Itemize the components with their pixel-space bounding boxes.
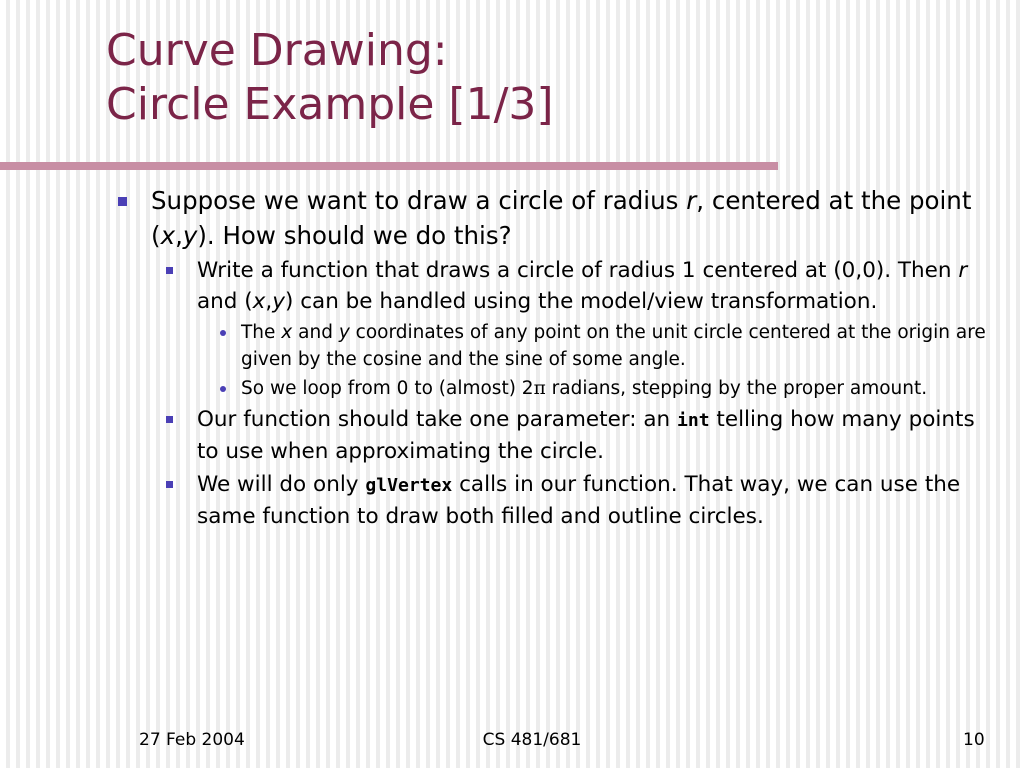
var-r: r <box>686 186 697 215</box>
var-y: y <box>182 221 198 250</box>
slide-title <box>106 24 554 132</box>
var-x: x <box>252 289 266 314</box>
text-run: We will do only <box>197 472 366 497</box>
text-run: coordinates of any point on the unit circle centered at the origin are given by the cosine and the sine of some angle. <box>241 322 986 370</box>
title-line-1: Curve Drawing: <box>106 25 448 76</box>
text-run: , <box>175 221 183 250</box>
bullet-item-glvertex-calls <box>0 469 989 532</box>
var-x: x <box>160 221 176 250</box>
text-run: The <box>241 322 282 343</box>
bullet-item-unit-circle-function <box>0 255 989 317</box>
slide-body <box>0 183 1024 532</box>
square-bullet-icon <box>166 416 173 423</box>
footer-date: 27 Feb 2004 <box>139 730 245 750</box>
var-r: r <box>958 258 968 283</box>
footer-course: CS 481/681 <box>482 730 582 750</box>
text-run: , centered at the point ( <box>151 186 972 250</box>
text-run: ) can be handled using the model/view transformation. <box>284 289 878 314</box>
square-bullet-icon <box>166 267 173 274</box>
var-y: y <box>272 289 285 314</box>
var-x: x <box>281 322 293 343</box>
text-run: calls in our function. That way, we can use the same function to draw both filled and outline circles. <box>197 472 961 529</box>
title-divider <box>0 162 778 170</box>
bullet-item-cosine-sine <box>0 319 999 373</box>
bullet-item-loop-radians <box>0 375 999 402</box>
text-run: Write a function that draws a circle of radius 1 centered at (0,0). Then <box>197 258 959 283</box>
text-run: So we loop from 0 to (almost) 2 <box>241 378 534 399</box>
text-run: radians, stepping by the proper amount. <box>545 378 928 399</box>
bullet-item-circle-question <box>0 183 981 253</box>
text-run: , <box>265 289 273 314</box>
var-y: y <box>338 322 350 343</box>
square-bullet-icon <box>118 197 127 206</box>
bullet-item-int-parameter <box>0 404 989 467</box>
pi-symbol: π <box>533 378 546 399</box>
title-line-2: Circle Example [1/3] <box>106 79 554 130</box>
round-bullet-icon <box>220 386 226 392</box>
square-bullet-icon <box>166 481 173 488</box>
text-run: Our function should take one parameter: an <box>197 407 677 432</box>
footer-page-number: 10 <box>963 730 985 750</box>
text-run: and ( <box>197 289 253 314</box>
code-int: int <box>676 410 710 431</box>
text-run: ). How should we do this? <box>197 221 512 250</box>
round-bullet-icon <box>220 330 226 336</box>
text-run: telling how many points to use when approximating the circle. <box>197 407 975 464</box>
code-glvertex: glVertex <box>365 475 453 496</box>
text-run: and <box>292 322 339 343</box>
text-run: Suppose we want to draw a circle of radius <box>151 186 687 215</box>
